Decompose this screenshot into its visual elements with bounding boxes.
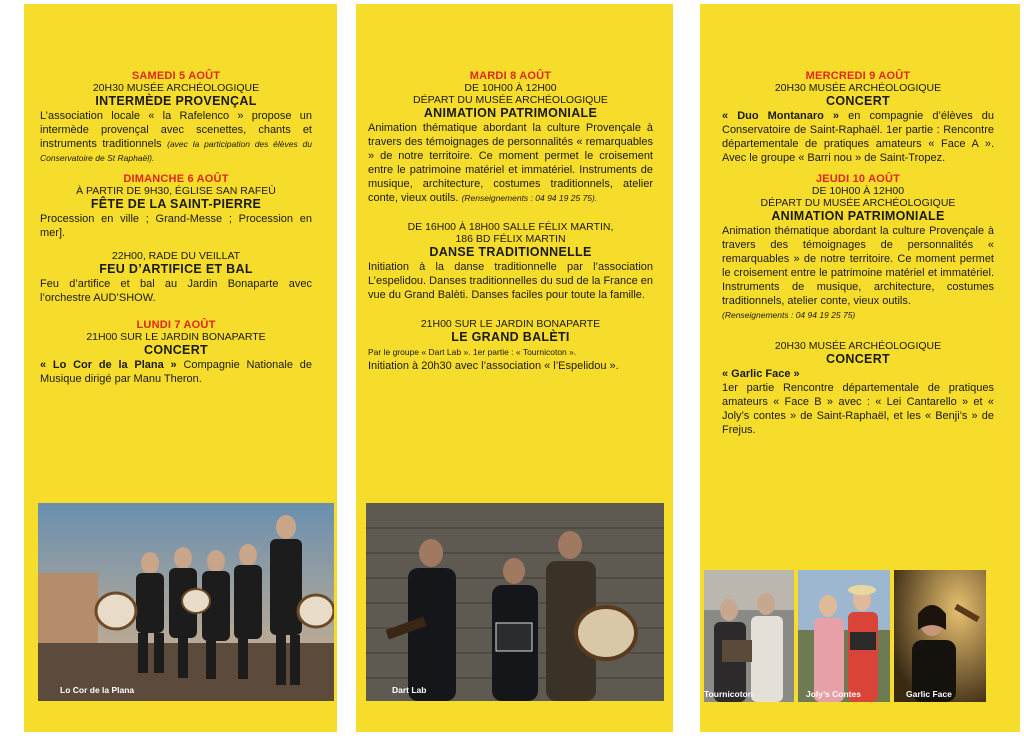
title-dance: DANSE TRADITIONNELLE	[429, 245, 592, 259]
title-sat: INTERMÈDE PROVENÇAL	[95, 94, 257, 108]
title-garlic: CONCERT	[826, 352, 890, 366]
title-tue: ANIMATION PATRIMONIALE	[423, 106, 598, 120]
text-baleti: Initiation à 20h30 avec l’association « l’Espelidou ».	[368, 360, 619, 372]
text-dance: Initiation à la danse traditionnelle par l’association L’espelidou. Danses traditionnelles du sud de la France en vue du Grand Balèti. Danses faciles pour toute la famille.	[368, 261, 653, 301]
caption-tournicoton: Tournicoton	[704, 689, 753, 699]
title-mon: CONCERT	[144, 343, 208, 357]
text-sat-main: L’association locale « la Rafelenco » propose un intermède provençal avec scenettes, chants et instruments traditionnels	[40, 110, 312, 150]
group-mon: « Lo Cor de la Plana »	[40, 359, 177, 371]
location-garlic: 20H30 MUSÉE ARCHÉOLOGIQUE	[774, 340, 942, 352]
photo-lo-cor-de-la-plana	[38, 503, 334, 701]
group-wed: « Duo Montanaro »	[722, 110, 840, 122]
column-middle	[368, 70, 653, 373]
text-thu: Animation thématique abordant la culture Provençale à travers des témoignages de personnalités « remarquables » de notre territoire. Ce moment permet le croisement entre le patrimoine matériel et immatériel. Instruments de musique, architecture, costumes traditionnels, atelier conte, vieux outils.	[722, 225, 994, 307]
text-tue	[368, 121, 653, 205]
date-tue: MARDI 8 AOÛT	[469, 70, 552, 82]
info-thu: (Renseignements : 04 94 19 25 75)	[722, 310, 856, 320]
location-tue-2: DÉPART DU MUSÉE ARCHÉOLOGIQUE	[413, 94, 608, 106]
text-wed	[722, 109, 994, 165]
date-thu: JEUDI 10 AOÛT	[815, 173, 901, 185]
location-sun-2: 22H00, RADE DU VEILLAT	[111, 250, 241, 262]
date-wed: MERCREDI 9 AOÛT	[805, 70, 911, 82]
caption-jolys-contes: Joly’s Contes	[806, 689, 861, 699]
group-garlic: « Garlic Face »	[722, 368, 800, 380]
location-thu-1: DE 10H00 À 12H00	[811, 185, 905, 197]
title-thu: ANIMATION PATRIMONIALE	[771, 209, 945, 223]
location-tue-1: DE 10H00 À 12H00	[464, 82, 557, 94]
date-sun: DIMANCHE 6 AOÛT	[123, 173, 229, 185]
text-sun-2: Feu d’artifice et bal au Jardin Bonaparte avec l’orchestre AUD’SHOW.	[40, 278, 312, 304]
text-mon	[40, 358, 312, 386]
note-sat: (avec la participation des élèves du Conservatoire de St Raphaël).	[40, 139, 312, 163]
location-wed: 20H30 MUSÉE ARCHÉOLOGIQUE	[774, 82, 942, 94]
info-tue: (Renseignements : 04 94 19 25 75).	[461, 193, 598, 203]
date-mon: LUNDI 7 AOÛT	[136, 319, 216, 331]
text-sat	[40, 109, 312, 165]
photo-tournicoton	[704, 570, 794, 702]
location-dance-1: DE 16H00 À 18H00 SALLE FÉLIX MARTIN,	[407, 221, 614, 233]
text-garlic: 1er partie Rencontre départementale de pratiques amateurs « Face B » avec : « Lei Cantarello » et « Joly’s contes » de Saint-Raphaël, et les « Benji’s » de Frejus.	[722, 382, 994, 436]
title-wed: CONCERT	[826, 94, 890, 108]
location-mon: 21H00 SUR LE JARDIN BONAPARTE	[86, 331, 266, 343]
text-mon-main: Compagnie Nationale de Musique dirigé par Manu Theron.	[40, 359, 312, 385]
photo-garlic-face	[894, 570, 986, 702]
location-dance-2: 186 BD FÉLIX MARTIN	[455, 233, 566, 245]
caption-garlic-face: Garlic Face	[906, 689, 952, 699]
location-sat: 20H30 MUSÉE ARCHÉOLOGIQUE	[92, 82, 260, 94]
caption-lo-cor: Lo Cor de la Plana	[60, 685, 135, 695]
location-sun-1: À PARTIR DE 9H30, ÉGLISE SAN RAFEÙ	[76, 185, 276, 197]
line-baleti: Par le groupe « Dart Lab ». 1er partie : « Tournicoton ».	[368, 347, 577, 357]
column-left	[40, 70, 312, 386]
title-sun-2: FEU D’ARTIFICE ET BAL	[99, 262, 253, 276]
column-right	[722, 70, 994, 437]
photo-dart-lab	[366, 503, 664, 701]
title-sun-1: FÊTE DE LA SAINT-PIERRE	[90, 197, 262, 211]
text-tue-main: Animation thématique abordant la culture Provençale à travers des témoignages de personnalités « remarquables » de notre territoire. Ce moment permet le croisement entre le patrimoine matériel et immatériel. Instruments de musique, architecture, costumes traditionnels, atelier conte, vieux outils.	[368, 122, 653, 204]
text-wed-main: en compagnie d’élèves du Conservatoire de Saint-Raphaël. 1er partie : Rencontre départementale de pratiques amateurs « Face A ». Avec le groupe « Barri nou » de Saint-Tropez.	[722, 110, 994, 164]
title-baleti: LE GRAND BALÈTI	[451, 330, 570, 344]
location-thu-2: DÉPART DU MUSÉE ARCHÉOLOGIQUE	[760, 197, 956, 209]
caption-dart-lab: Dart Lab	[392, 685, 427, 695]
date-sat: SAMEDI 5 AOÛT	[131, 70, 221, 82]
text-sun-1: Procession en ville ; Grand-Messe ; Procession en mer].	[40, 213, 312, 239]
photo-jolys-contes	[798, 570, 890, 702]
location-baleti: 21H00 SUR LE JARDIN BONAPARTE	[420, 318, 601, 330]
